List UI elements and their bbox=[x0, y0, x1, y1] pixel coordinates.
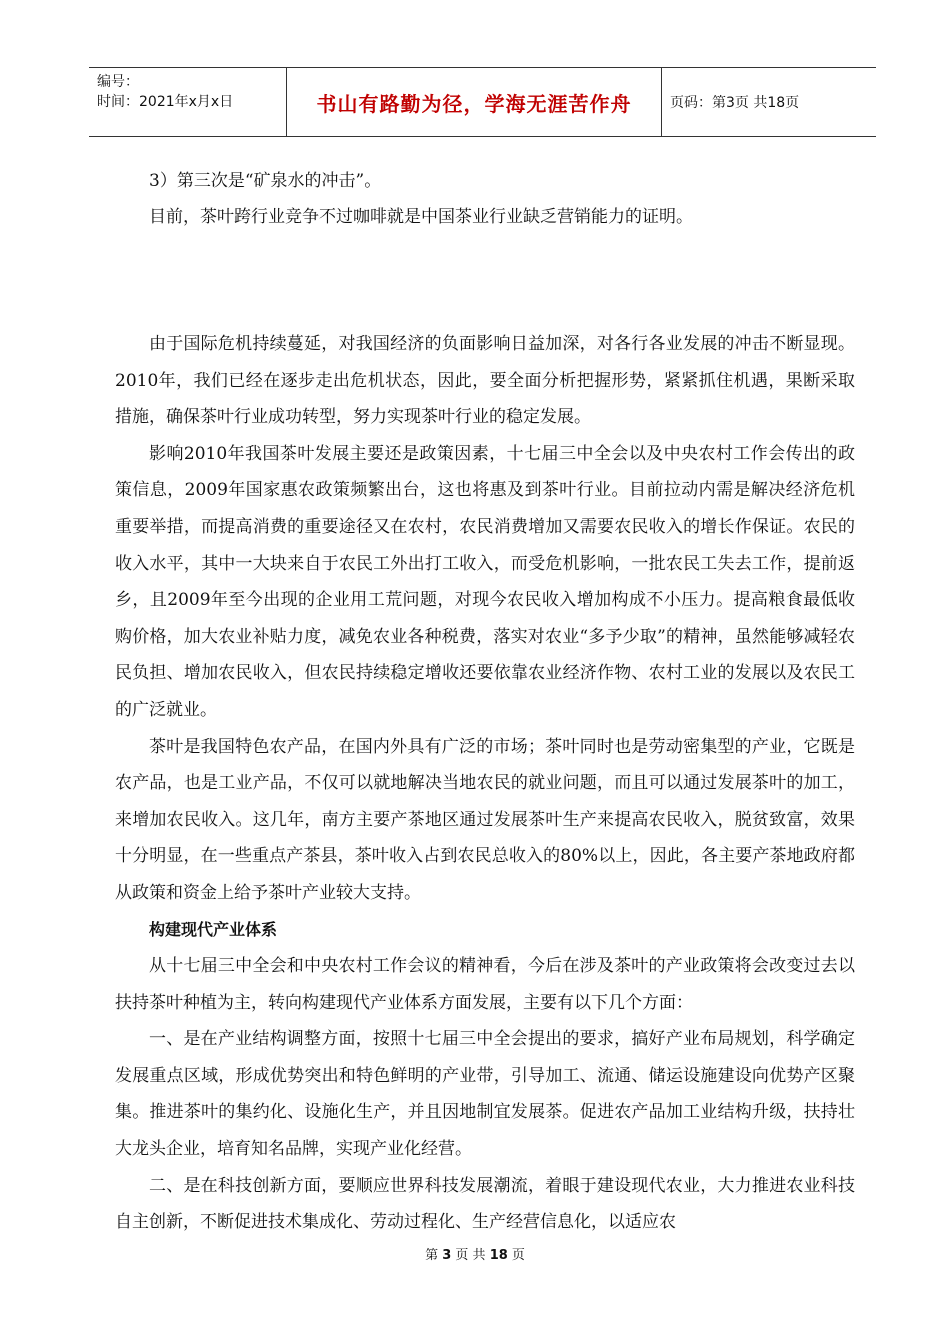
section-heading: 构建现代产业体系 bbox=[149, 919, 278, 939]
document-body bbox=[115, 163, 855, 1241]
footer-suffix: 页 bbox=[511, 1248, 525, 1263]
paragraph-4: 影响2010年我国茶叶发展主要还是政策因素，十七届三中全会以及中央农村工作会传出的政策信息，2009年国家惠农政策频繁出台，这也将惠及到茶叶行业。目前拉动内需是解决经济危机重要举措，而提高消费的重要途径又在农村，农民消费增加又需要农民收入的增长作保证。农民的收入水平，其中一大块来自于农民工外出打工收入，而受危机影响，一批农民工失去工作，提前返乡，且2009年至今出现的企业用工荒问题，对现今农民收入增加构成不小压力。提高粮食最低收购价格，加大农业补贴力度，减免农业各种税费，落实对农业“多予少取”的精神，虽然能够减轻农民负担、增加农民收入，但农民持续稳定增收还要依靠农业经济作物、农村工业的发展以及农民工的广泛就业。 bbox=[115, 443, 855, 720]
header-page-cell bbox=[662, 68, 876, 136]
footer-middle: 页 共 bbox=[455, 1248, 486, 1263]
paragraph-7: 一、是在产业结构调整方面，按照十七届三中全会提出的要求，搞好产业布局规划，科学确定发展重点区域，形成优势突出和特色鲜明的产业带，引导加工、流通、储运设施建设向优势产区聚集。推进茶叶的集约化、设施化生产，并且因地制宜发展茶。促进农产品加工业结构升级，扶持壮大龙头企业，培育知名品牌，实现产业化经营。 bbox=[115, 1029, 855, 1160]
header-page-label: 页码：第3页 共18页 bbox=[670, 95, 800, 111]
footer-total-pages: 18 bbox=[489, 1248, 508, 1263]
paragraph-1: 3）第三次是“矿泉水的冲击”。 bbox=[149, 171, 382, 191]
paragraph-3: 由于国际危机持续蔓延，对我国经济的负面影响日益加深，对各行各业发展的冲击不断显现。2010年，我们已经在逐步走出危机状态，因此，要全面分析把握形势，紧紧抓住机遇，果断采取措施，确保茶叶行业成功转型，努力实现茶叶行业的稳定发展。 bbox=[115, 334, 855, 428]
page-footer bbox=[0, 1244, 950, 1263]
paragraph-5: 茶叶是我国特色农产品，在国内外具有广泛的市场；茶叶同时也是劳动密集型的产业，它既是农产品，也是工业产品，不仅可以就地解决当地农民的就业问题，而且可以通过发展茶叶的加工，来增加农民收入。这几年，南方主要产茶地区通过发展茶叶生产来提高农民收入，脱贫致富，效果十分明显，在一些重点产茶县，茶叶收入占到农民总收入的80%以上，因此，各主要产茶地政府都从政策和资金上给予茶叶产业较大支持。 bbox=[115, 736, 855, 903]
document-time-label: 时间：2021年x月x日 bbox=[97, 94, 234, 110]
header-motto-cell bbox=[287, 68, 662, 136]
document-number-label: 编号： bbox=[97, 74, 139, 90]
blank-gap bbox=[115, 235, 855, 326]
footer-prefix: 第 bbox=[425, 1248, 439, 1263]
header-motto: 书山有路勤为径，学海无涯苦作舟 bbox=[316, 91, 632, 116]
paragraph-6: 从十七届三中全会和中央农村工作会议的精神看，今后在涉及茶叶的产业政策将会改变过去以扶持茶叶种植为主，转向构建现代产业体系方面发展，主要有以下几个方面： bbox=[115, 956, 855, 1013]
header-meta bbox=[89, 68, 287, 136]
paragraph-2: 目前，茶叶跨行业竞争不过咖啡就是中国茶业行业缺乏营销能力的证明。 bbox=[149, 207, 693, 227]
document-header bbox=[89, 67, 876, 137]
paragraph-8: 二、是在科技创新方面，要顺应世界科技发展潮流，着眼于建设现代农业，大力推进农业科技自主创新，不断促进技术集成化、劳动过程化、生产经营信息化，以适应农 bbox=[115, 1175, 855, 1233]
footer-page-number: 3 bbox=[442, 1248, 452, 1263]
